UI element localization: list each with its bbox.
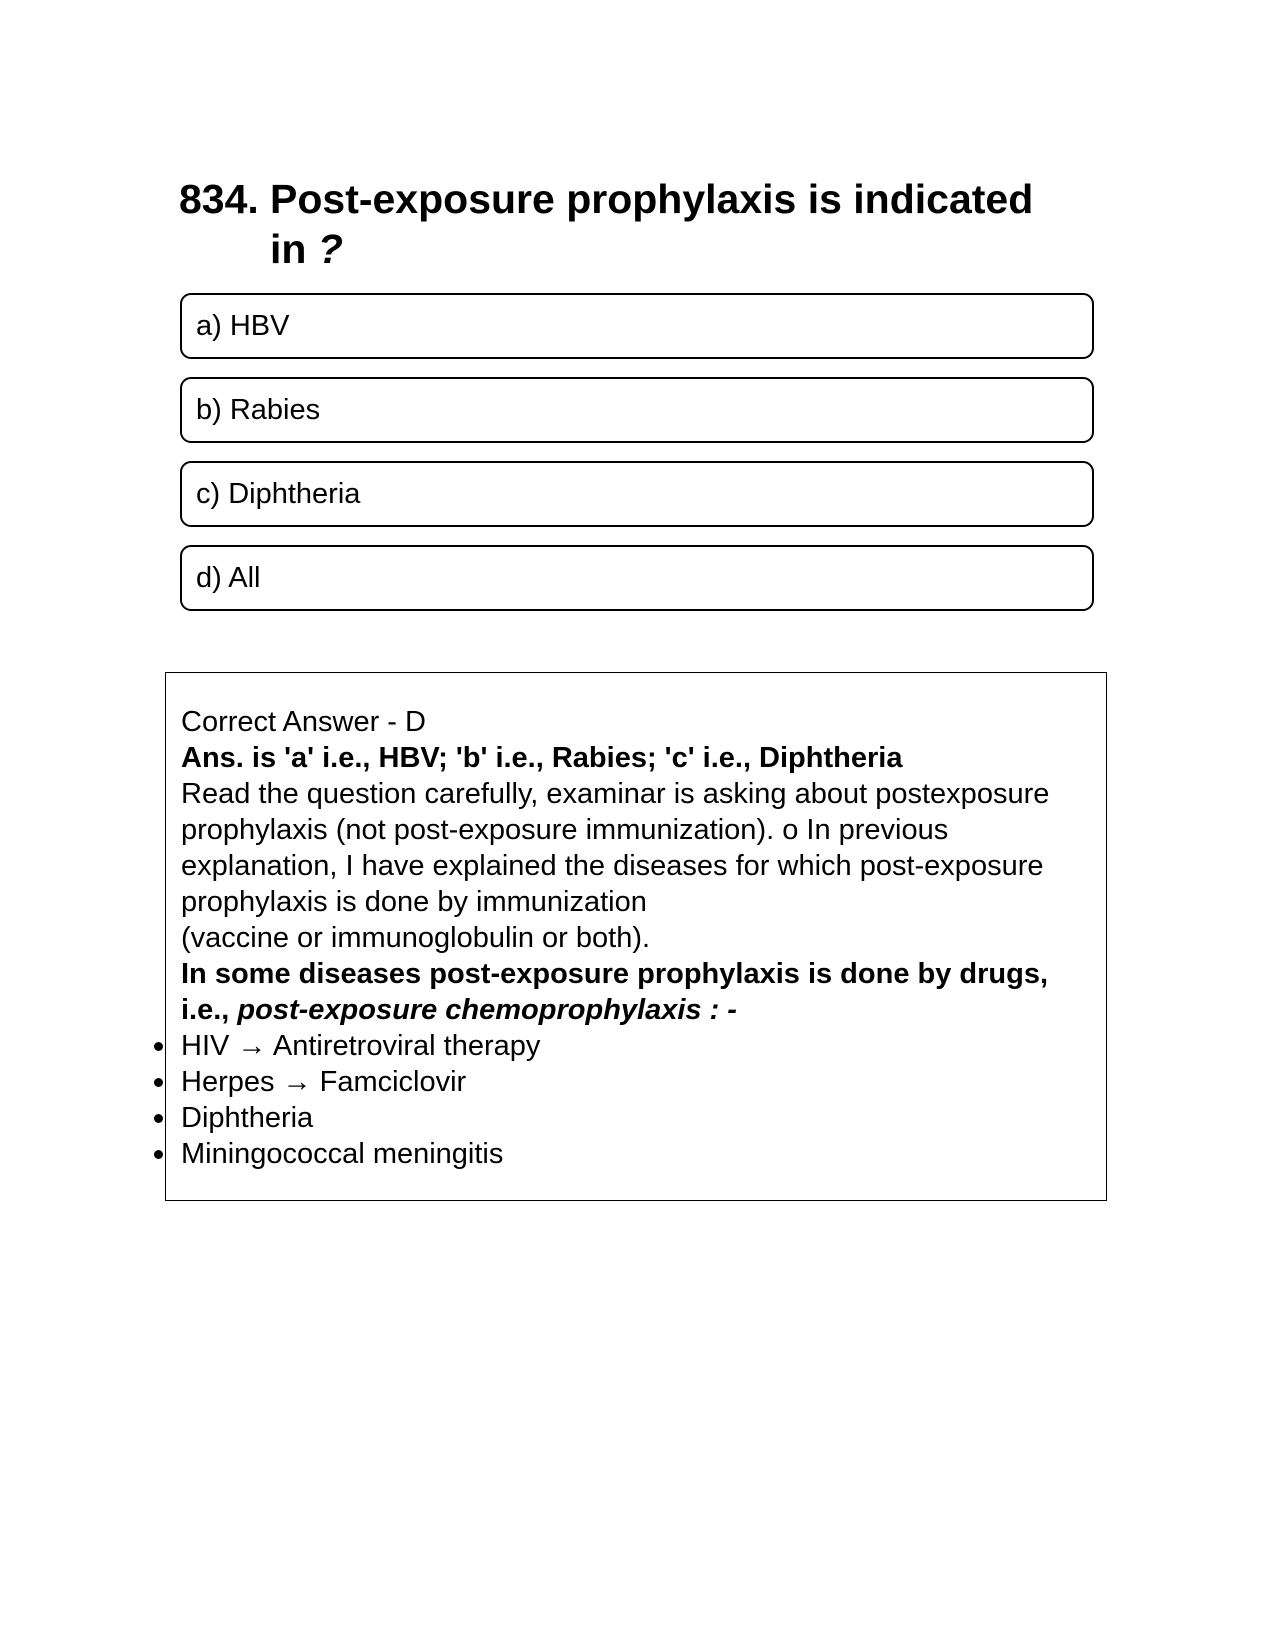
explanation-line: prophylaxis (not post-exposure immunization). o In previous xyxy=(181,814,949,846)
question-mark: ? xyxy=(317,226,343,272)
answer-summary: Ans. is 'a' i.e., HBV; 'b' i.e., Rabies; 'c' i.e., Diphtheria xyxy=(181,742,903,774)
list-item: HIV → Antiretroviral therapy xyxy=(181,1028,1091,1064)
question-text xyxy=(270,174,1079,274)
list-item: Miningococcal meningitis xyxy=(181,1136,1091,1172)
option-d[interactable]: d) All xyxy=(180,545,1094,611)
list-item: Herpes → Famciclovir xyxy=(181,1064,1091,1100)
chemoprophylaxis-list xyxy=(181,1028,1091,1172)
question-number: 834. xyxy=(179,176,259,222)
question-text-line2: in xyxy=(270,226,318,272)
chemoprophylaxis-subheading xyxy=(181,992,1091,1028)
explanation-line: (vaccine or immunoglobulin or both). xyxy=(181,922,651,954)
list-item: Diphtheria xyxy=(181,1100,1091,1136)
explanation-line: prophylaxis is done by immunization xyxy=(181,886,647,918)
correct-answer: Correct Answer - D xyxy=(181,706,426,738)
chemoprophylaxis-prefix: i.e., xyxy=(181,994,238,1026)
question-heading xyxy=(179,174,1079,274)
answer-content xyxy=(181,704,1091,1172)
explanation-line: Read the question carefully, examinar is asking about postexposure xyxy=(181,778,1050,810)
chemoprophylaxis-term: post-exposure chemoprophylaxis : - xyxy=(237,994,737,1026)
question-text-line1: Post-exposure prophylaxis is indicated xyxy=(270,176,1034,222)
option-b[interactable]: b) Rabies xyxy=(180,377,1094,443)
chemoprophylaxis-heading: In some diseases post-exposure prophylaxis is done by drugs, xyxy=(181,958,1049,990)
option-c[interactable]: c) Diphtheria xyxy=(180,461,1094,527)
option-a[interactable]: a) HBV xyxy=(180,293,1094,359)
explanation-line: explanation, I have explained the diseases for which post-exposure xyxy=(181,850,1044,882)
